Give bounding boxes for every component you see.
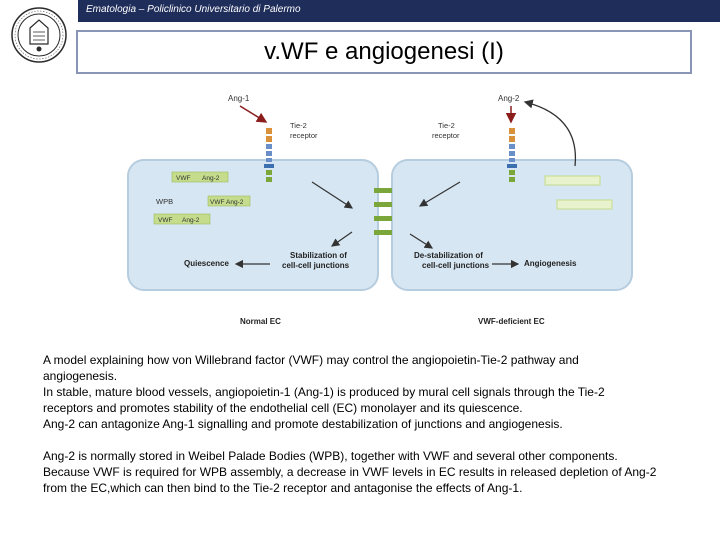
normal-ec-caption: Normal EC	[240, 317, 281, 326]
ang1-label: Ang-1	[228, 94, 250, 103]
tie2-label-right-line1: Tie-2	[438, 121, 455, 130]
granule-3-vwf: VWF	[158, 217, 173, 224]
granule-2-vwf: VWF	[210, 199, 225, 206]
tie2-label-right-line2: receptor	[432, 131, 460, 140]
stabilization-line1: Stabilization of	[290, 251, 347, 260]
released-granule-1	[545, 176, 600, 185]
header-bar	[78, 0, 720, 22]
tie2-label-left-line2: receptor	[290, 131, 318, 140]
granule-1-ang2: Ang-2	[202, 175, 220, 182]
vwf-deficient-ec-caption: VWF-deficient EC	[478, 317, 545, 326]
caption-line: angiogenesis.	[43, 369, 118, 383]
normal-ec-cell	[128, 160, 378, 290]
caption-line: Because VWF is required for WPB assembly, a decrease in VWF levels in EC results in released depletion of Ang-2	[43, 465, 657, 479]
title-box	[76, 30, 692, 74]
released-granule-2	[557, 200, 612, 209]
page-title: v.WF e angiogenesi (I)	[264, 38, 504, 65]
header-text: Ematologia – Policlinico Universitario di Palermo	[86, 4, 301, 15]
figure-caption	[43, 352, 703, 496]
wpb-label: WPB	[156, 197, 174, 206]
destabilization-line1: De-stabilization of	[414, 251, 483, 260]
stabilization-line2: cell-cell junctions	[282, 261, 350, 270]
wpb-granule-1	[172, 172, 228, 182]
caption-line: from the EC,which can then bind to the Tie-2 receptor and antagonise the effects of Ang-1.	[43, 481, 523, 495]
caption-line: Ang-2 can antagonize Ang-1 signalling and promote destabilization of junctions and angiogenesis.	[43, 417, 563, 431]
wpb-granule-3	[154, 214, 210, 224]
granule-3-ang2: Ang-2	[182, 217, 200, 224]
caption-line: receptors and promotes stability of the endothelial cell (EC) monolayer and its quiescence.	[43, 401, 523, 415]
destabilization-line2: cell-cell junctions	[422, 261, 490, 270]
granule-2-ang2: Ang-2	[226, 199, 244, 206]
ang1-arrow	[240, 106, 266, 122]
quiescence-label: Quiescence	[184, 259, 229, 268]
ang2-release-arrow	[525, 102, 575, 166]
caption-line: In stable, mature blood vessels, angiopoietin-1 (Ang-1) is produced by mural cell signals through the Tie-2	[43, 385, 605, 399]
tie2-label-left-line1: Tie-2	[290, 121, 307, 130]
caption-line: A model explaining how von Willebrand factor (VWF) may control the angiopoietin-Tie-2 pathway and	[43, 353, 579, 367]
university-seal-logo	[10, 6, 68, 64]
paragraph-gap	[43, 432, 703, 448]
angiogenesis-diagram	[120, 86, 640, 336]
caption-line: Ang-2 is normally stored in Weibel Palade Bodies (WPB), together with VWF and several other components.	[43, 449, 618, 463]
ang2-label: Ang-2	[498, 94, 520, 103]
angiogenesis-label: Angiogenesis	[524, 259, 577, 268]
granule-1-vwf: VWF	[176, 175, 191, 182]
wpb-granule-2	[208, 196, 250, 206]
